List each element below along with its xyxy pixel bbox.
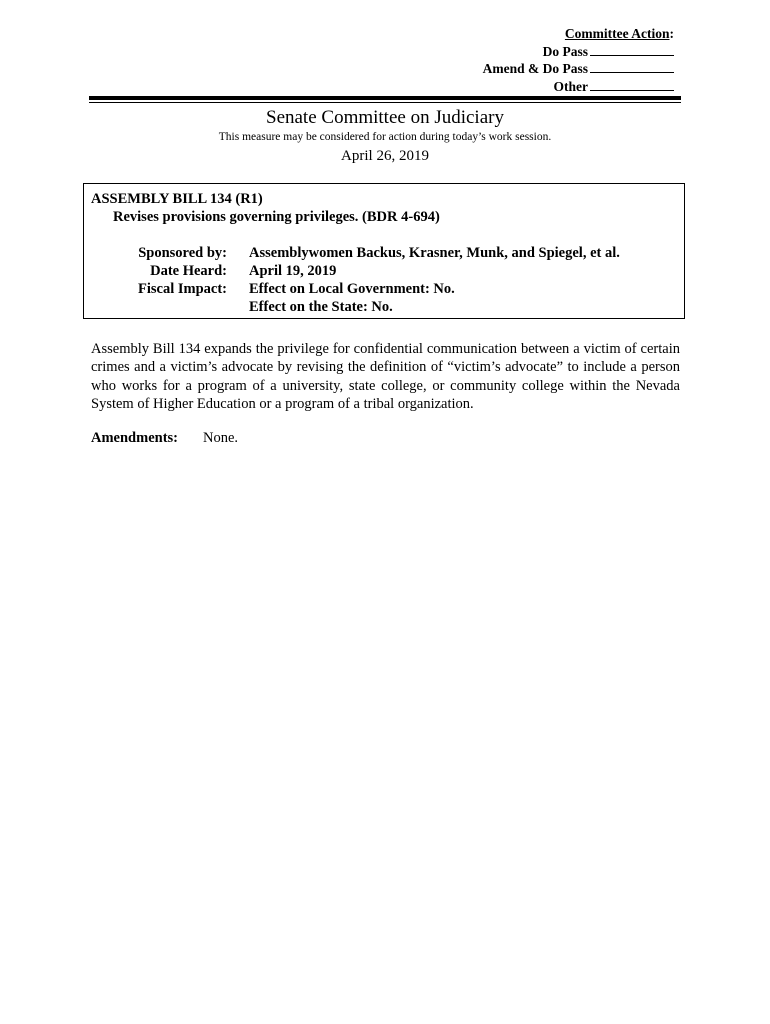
- amendments-label: Amendments:: [91, 430, 178, 446]
- committee-title: Senate Committee on Judiciary: [266, 107, 504, 128]
- action-blank-line: [590, 78, 674, 91]
- measure-note: This measure may be considered for action during today’s work session.: [218, 131, 552, 143]
- fiscal-local-value: Effect on Local Government: No.: [249, 281, 455, 297]
- committee-action-header: Committee Action:: [564, 26, 674, 41]
- date-heard-row: [84, 262, 620, 280]
- bill-summary: Revises provisions governing privileges. (BDR 4-694): [113, 209, 440, 225]
- fiscal-impact-row: [84, 280, 620, 298]
- committee-action-block: [483, 25, 674, 95]
- bill-info-grid: [84, 244, 620, 316]
- bill-description: Assembly Bill 134 expands the privilege for confidential communication between a victim of certain crimes and a victim’s advocate by revising the definition of “victim’s advocate” to include a person who works for a program of a university, state college, or community college within the Nevada System of Higher Education or a program of a tribal organization.: [91, 341, 680, 413]
- action-blank-line: [590, 60, 674, 73]
- sponsored-row: [84, 244, 620, 262]
- bill-info-box: [83, 183, 685, 319]
- action-option-amend-do-pass: Amend & Do Pass: [483, 60, 674, 78]
- header-rule-thin: [89, 102, 681, 103]
- date-heard-label: Date Heard:: [150, 263, 227, 279]
- fiscal-impact-label: Fiscal Impact:: [138, 281, 227, 297]
- sponsored-value: Assemblywomen Backus, Krasner, Munk, and Spiegel, et al.: [249, 245, 620, 261]
- amendments-value: None.: [203, 430, 239, 446]
- action-option-other: Other: [483, 78, 674, 96]
- date-heard-value: April 19, 2019: [249, 263, 337, 279]
- action-option-do-pass: Do Pass: [483, 43, 674, 61]
- amendments-row: [91, 429, 238, 447]
- fiscal-state-value: Effect on the State: No.: [249, 299, 393, 315]
- header-rule-thick: [89, 96, 681, 100]
- sponsored-label: Sponsored by:: [138, 245, 227, 261]
- bill-title: ASSEMBLY BILL 134 (R1): [91, 191, 263, 207]
- fiscal-state-row: [84, 298, 620, 316]
- action-blank-line: [590, 43, 674, 56]
- session-date: April 26, 2019: [341, 148, 429, 164]
